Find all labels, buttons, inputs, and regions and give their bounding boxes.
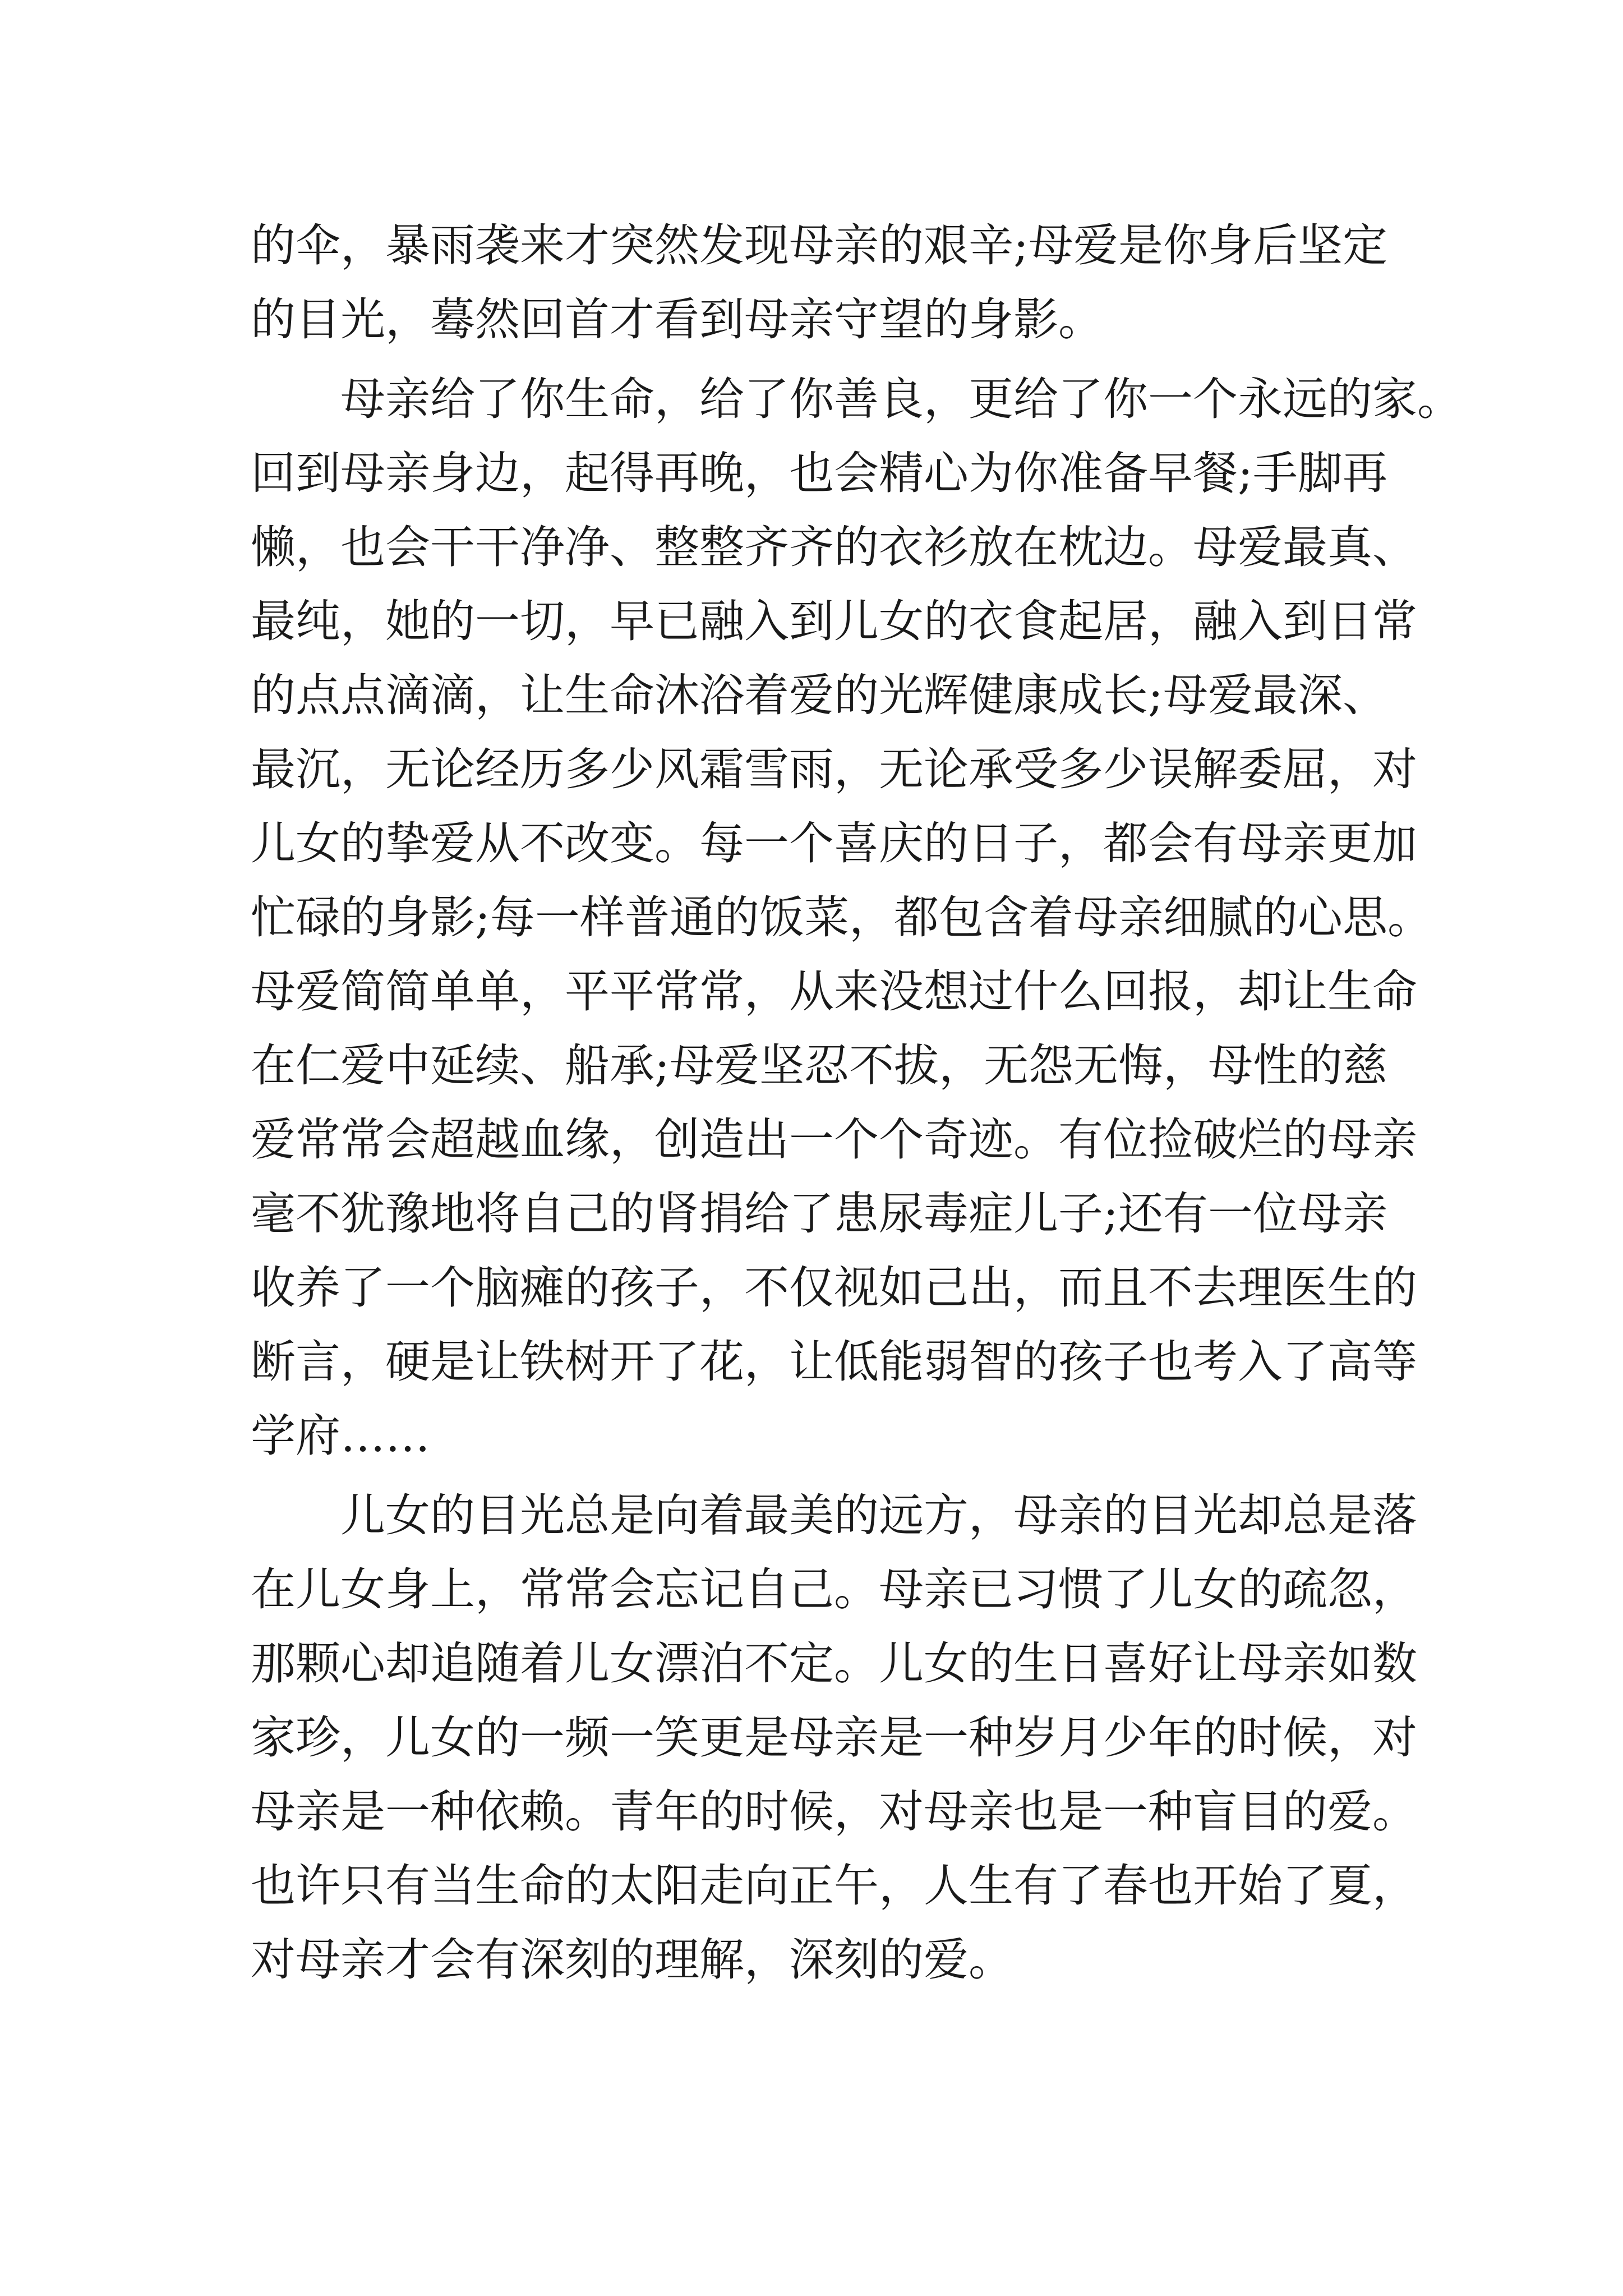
text-line: 家珍，儿女的一频一笑更是母亲是一种岁月少年的时候，对 [251,1711,1417,1764]
text-line: 那颗心却追随着儿女漂泊不定。儿女的生日喜好让母亲如数 [251,1637,1417,1690]
paragraph [251,1479,1417,1997]
text-line: 的目光，蓦然回首才看到母亲守望的身影。 [251,293,1103,346]
text-line: 回到母亲身边，起得再晚，也会精心为你准备早餐;手脚再 [251,447,1387,499]
text-line: 儿女的挚爱从不改变。每一个喜庆的日子，都会有母亲更加 [251,817,1417,869]
paragraph [251,362,1462,1473]
text-line: 的伞，暴雨袭来才突然发现母亲的艰辛;母爱是你身后坚定 [251,219,1387,272]
text-line: 学府…… [251,1410,430,1462]
text-line: 忙碌的身影;每一样普通的饭菜，都包含着母亲细腻的心思。 [251,891,1432,944]
text-line: 儿女的目光总是向着最美的远方，母亲的目光却总是落 [340,1489,1417,1542]
text-line: 懒，也会干干净净、整整齐齐的衣衫放在枕边。母爱最真、 [251,521,1417,573]
text-line: 在仁爱中延续、船承;母爱坚忍不拔，无怨无悔，母性的慈 [251,1039,1387,1092]
text-line: 母爱简简单单，平平常常，从来没想过什么回报，却让生命 [251,965,1417,1018]
article-body [251,209,1462,1997]
paragraph [251,209,1387,357]
text-line: 母亲是一种依赖。青年的时候，对母亲也是一种盲目的爱。 [251,1786,1417,1838]
text-line: 收养了一个脑瘫的孩子，不仅视如己出，而且不去理医生的 [251,1262,1417,1314]
text-line: 母亲给了你生命，给了你善良，更给了你一个永远的家。 [340,373,1462,425]
text-line: 也许只有当生命的太阳走向正午，人生有了春也开始了夏， [251,1860,1417,1912]
text-line: 对母亲才会有深刻的理解，深刻的爱。 [251,1934,1013,1986]
text-line: 毫不犹豫地将自己的肾捐给了患尿毒症儿子;还有一位母亲 [251,1188,1387,1240]
text-line: 的点点滴滴，让生命沐浴着爱的光辉健康成长;母爱最深、 [251,669,1387,721]
text-line: 最纯，她的一切，早已融入到儿女的衣食起居，融入到日常 [251,595,1417,647]
text-line: 在儿女身上，常常会忘记自己。母亲已习惯了儿女的疏忽， [251,1563,1417,1616]
text-line: 最沉，无论经历多少风霜雪雨，无论承受多少误解委屈，对 [251,743,1417,795]
text-line: 断言，硬是让铁树开了花，让低能弱智的孩子也考入了高等 [251,1336,1417,1388]
text-line: 爱常常会超越血缘，创造出一个个奇迹。有位捡破烂的母亲 [251,1114,1417,1166]
